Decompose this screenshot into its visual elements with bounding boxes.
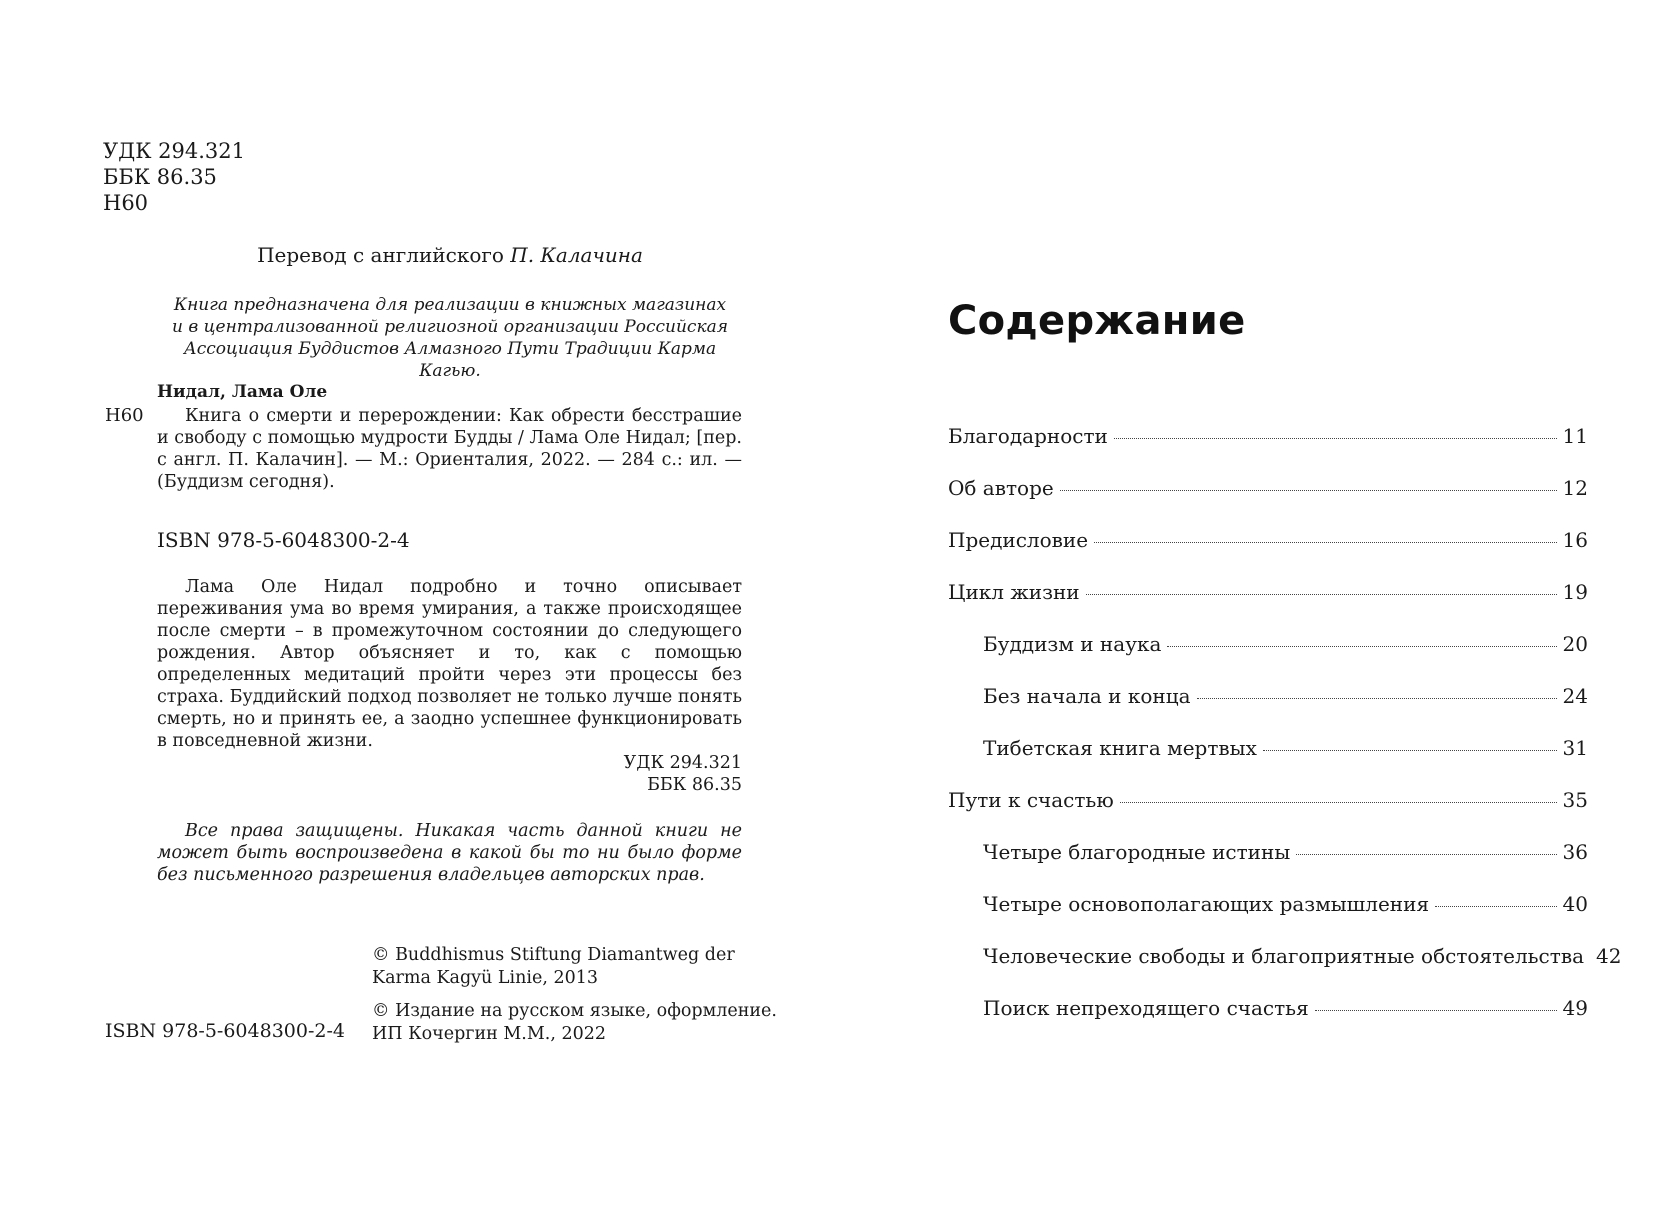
udk-code: УДК 294.321	[103, 139, 246, 163]
toc-subentry[interactable]	[948, 632, 1588, 684]
toc-entry-label: Предисловие	[948, 528, 1089, 552]
toc-entry-page: 11	[1562, 424, 1588, 448]
toc-entry-label: Тибетская книга мертвых	[983, 736, 1257, 760]
toc-entry-label: Поиск непреходящего счастья	[983, 996, 1309, 1020]
toc-leader-dots	[1114, 438, 1557, 439]
toc-entry[interactable]	[948, 424, 1588, 476]
toc-entry-label: Цикл жизни	[948, 580, 1080, 604]
toc-leader-dots	[1263, 750, 1557, 751]
toc-entry-page: 40	[1562, 892, 1588, 916]
toc-leader-dots	[1086, 594, 1557, 595]
translator-prefix: Перевод с английского	[257, 243, 504, 267]
toc-entry[interactable]	[948, 788, 1588, 840]
bbk-code: ББК 86.35	[103, 165, 217, 189]
classification-repeat	[157, 752, 742, 796]
annotation: Лама Оле Нидал подробно и точно описывает переживания ума во время умирания, а также происходящее после смерти – в промежуточном состоянии до следующего рождения. Автор объясняет и то, как с помощью определенных медитаций пройти через эти процессы без страха. Буддийский подход позволяет не только лучше понять смерть, но и принять ее, а заодно успешнее функционировать в повседневной жизни.	[157, 577, 742, 751]
udk-code: УДК 294.321	[623, 753, 742, 773]
toc-entry-label: Четыре благородные истины	[983, 840, 1291, 864]
right-page	[840, 0, 1680, 1216]
toc-leader-dots	[1296, 854, 1556, 855]
distribution-note-line: Ассоциация Буддистов Алмазного Пути Традиции Карма Кагью.	[183, 339, 717, 381]
toc-entry-page: 20	[1562, 632, 1588, 656]
isbn: ISBN 978-5-6048300-2-4	[157, 528, 410, 552]
toc-leader-dots	[1167, 646, 1556, 647]
copyright-line: Karma Kagyü Linie, 2013	[372, 968, 598, 988]
toc-entry-page: 31	[1562, 736, 1588, 760]
toc-entry-page: 16	[1562, 528, 1588, 552]
distribution-note	[155, 294, 745, 382]
toc-entry-page: 24	[1562, 684, 1588, 708]
toc-subentry[interactable]	[948, 996, 1588, 1048]
toc-entry-label: Четыре основополагающих размышления	[983, 892, 1430, 916]
toc-entry-label: Об авторе	[948, 476, 1054, 500]
toc-subentry[interactable]	[948, 684, 1588, 736]
toc-subentry[interactable]	[948, 736, 1588, 788]
toc-entry-label: Без начала и конца	[983, 684, 1191, 708]
author-heading: Нидал, Лама Оле	[157, 382, 328, 402]
toc-entry-label: Человеческие свободы и благоприятные обстоятельства	[983, 944, 1585, 968]
copyright-entry	[372, 944, 777, 990]
toc-entry[interactable]	[948, 580, 1588, 632]
bibliographic-description: Книга о смерти и перерождении: Как обрести бесстрашие и свободу с помощью мудрости Будды / Лама Оле Нидал; [пер. с англ. П. Калачин]. — М.: Ориенталия, 2022. — 284 с.: ил. — (Буддизм сегодня).	[157, 406, 742, 492]
author-code: Н60	[105, 405, 144, 426]
toc-entry-page: 49	[1562, 996, 1588, 1020]
toc-subentry[interactable]	[948, 892, 1588, 944]
toc-leader-dots	[1197, 698, 1557, 699]
toc-entry[interactable]	[948, 476, 1588, 528]
toc-entry-page: 12	[1562, 476, 1588, 500]
copyright-line: © Издание на русском языке, оформление.	[372, 1001, 777, 1021]
isbn-bottom: ISBN 978-5-6048300-2-4	[105, 1020, 345, 1042]
table-of-contents	[948, 424, 1622, 1048]
toc-leader-dots	[1120, 802, 1557, 803]
toc-entry-page: 42	[1596, 944, 1622, 968]
classification-block	[103, 138, 245, 216]
rights-notice: Все права защищены. Никакая часть данной книги не может быть воспроизведена в какой бы то ни было форме без письменного разрешения владельцев авторских прав.	[157, 821, 742, 885]
toc-subentry[interactable]	[948, 840, 1588, 892]
copyright-entry	[372, 1000, 777, 1046]
toc-leader-dots	[1435, 906, 1556, 907]
distribution-note-line: Книга предназначена для реализации в книжных магазинах	[173, 295, 727, 315]
copyright-line: © Buddhismus Stiftung Diamantweg der	[372, 945, 735, 965]
toc-entry[interactable]	[948, 528, 1588, 580]
toc-entry-page: 19	[1562, 580, 1588, 604]
translator-credit	[160, 243, 740, 267]
toc-entry-label: Буддизм и наука	[983, 632, 1162, 656]
copyright-line: ИП Кочергин М.М., 2022	[372, 1024, 606, 1044]
copyright-block	[372, 944, 777, 1046]
toc-entry-page: 36	[1562, 840, 1588, 864]
toc-entry-label: Пути к счастью	[948, 788, 1114, 812]
contents-title: Содержание	[948, 298, 1246, 344]
toc-leader-dots	[1315, 1010, 1557, 1011]
bbk-code: ББК 86.35	[647, 775, 742, 795]
toc-entry-page: 35	[1562, 788, 1588, 812]
author-mark: Н60	[103, 191, 149, 215]
toc-leader-dots	[1060, 490, 1557, 491]
distribution-note-line: и в централизованной религиозной организации Российская	[172, 317, 728, 337]
toc-entry-label: Благодарности	[948, 424, 1108, 448]
toc-subentry[interactable]	[948, 944, 1622, 996]
translator-name: П. Калачина	[510, 243, 643, 267]
toc-leader-dots	[1094, 542, 1556, 543]
